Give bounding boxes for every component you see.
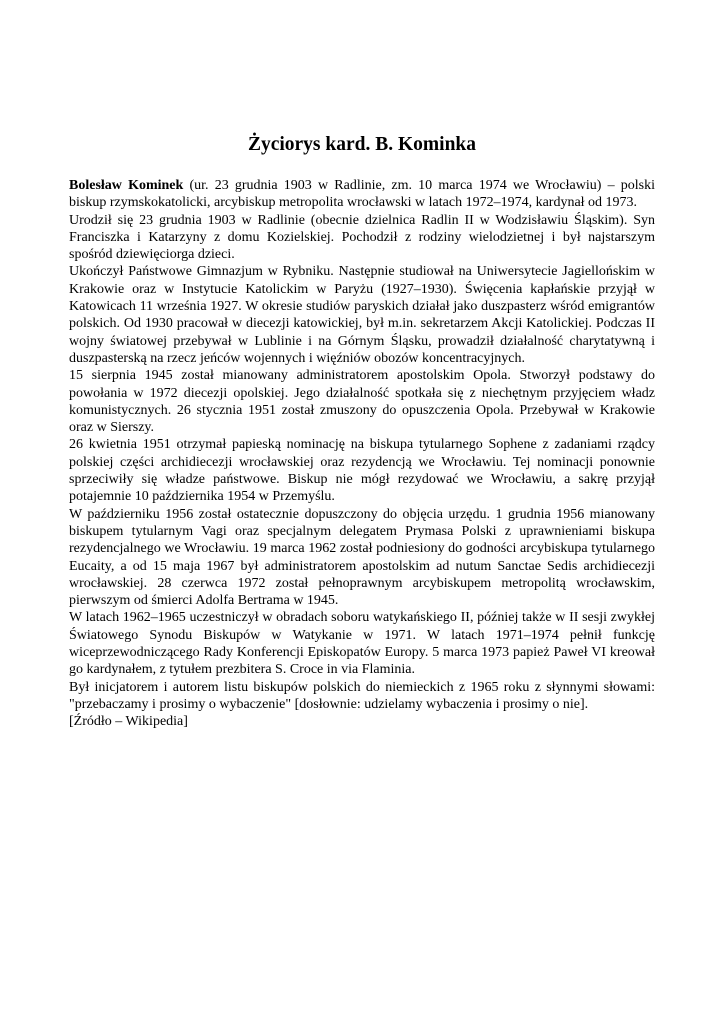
source-citation: [Źródło – Wikipedia] <box>69 714 188 730</box>
paragraph-opole: 15 sierpnia 1945 został mianowany administratorem apostolskim Opola. Stworzył podstawy do powołania w 1972 diecezji opolskiej. Jego działalność spotkała się z niechętnym przyjęciem władz komunistycznych. 26 stycznia 1951 został zmuszony do opuszczenia Opola. Przebywał w Krakowie oraz w Sierszy. <box>69 368 655 436</box>
subject-name: Bolesław Kominek <box>69 178 184 193</box>
intro-paragraph <box>69 177 655 212</box>
paragraph-office: W październiku 1956 został ostatecznie dopuszczony do objęcia urzędu. 1 grudnia 1956 mianowany biskupem tytularnym Vagi oraz specjalnym delegatem Prymasa Polski z uprawnieniami biskupa rezydencjalnego we Wrocławiu. 19 marca 1962 został podniesiony do godności arcybiskupa tytularnego Eucaity, a od 15 maja 1967 był administratorem apostolskim ad nutum Sanctae Sedis archidiecezji wrocławskiej. 28 czerwca 1972 został pełnoprawnym arcybiskupem metropolitą wrocławskim, pierwszym od śmierci Adolfa Bertrama w 1945. <box>69 506 655 609</box>
page-title: Życiorys kard. B. Kominka <box>247 134 477 155</box>
intro-text: (ur. 23 grudnia 1903 w Radlinie, zm. 10 marca 1974 we Wrocławiu) – polski biskup rzymskokatolicki, arcybiskup metropolita wrocławski w latach 1972–1974, kardynał od 1973. <box>69 178 655 211</box>
paragraph-birth: Urodził się 23 grudnia 1903 w Radlinie (obecnie dzielnica Radlin II w Wodzisławiu Śląskim). Syn Franciszka i Katarzyny z domu Kozielskiej. Pochodził z rodziny wielodzietnej i był najstarszym spośród dziewięciorga dzieci. <box>69 212 655 263</box>
paragraph-nomination: 26 kwietnia 1951 otrzymał papieską nominację na biskupa tytularnego Sophene z zadaniami rządcy polskiej części archidiecezji wrocławskiej oraz rezydencją we Wrocławiu. Tej nominacji ponownie sprzeciwiły się władze państwowe. Biskup nie mógł rezydować we Wrocławiu, a sakrę przyjął potajemnie 10 października 1954 w Przemyślu. <box>69 437 655 505</box>
paragraph-education: Ukończył Państwowe Gimnazjum w Rybniku. Następnie studiował na Uniwersytecie Jagiellońskim w Krakowie oraz w Instytucie Katolickim w Paryżu (1927–1930). Święcenia kapłańskie przyjął w Katowicach 11 września 1927. W okresie studiów paryskich działał jako duszpasterz wśród emigrantów polskich. Od 1930 pracował w diecezji katowickiej, był m.in. sekretarzem Akcji Katolickiej. Podczas II wojny światowej przebywał w Lublinie i na Górnym Śląsku, prowadził działalność charytatywną i duszpasterską na rzecz jeńców wojennych i więźniów obozów koncentracyjnych. <box>69 264 655 366</box>
paragraph-letter: Był inicjatorem i autorem listu biskupów polskich do niemieckich z 1965 roku z słynnymi słowami: "przebaczamy i prosimy o wybaczenie" [dosłownie: udzielamy wybaczenia i prosimy o nie]. <box>69 679 655 712</box>
paragraph-council: W latach 1962–1965 uczestniczył w obradach soboru watykańskiego II, później także w II sesji zwykłej Światowego Synodu Biskupów w Watykanie w 1971. W latach 1971–1974 pełnił funkcję wiceprzewodniczącego Rady Konferencji Episkopatów Europy. 5 marca 1973 papież Paweł VI kreował go kardynałem, z tytułem prezbitera S. Croce in via Flaminia. <box>69 610 655 678</box>
document-page <box>69 130 655 731</box>
